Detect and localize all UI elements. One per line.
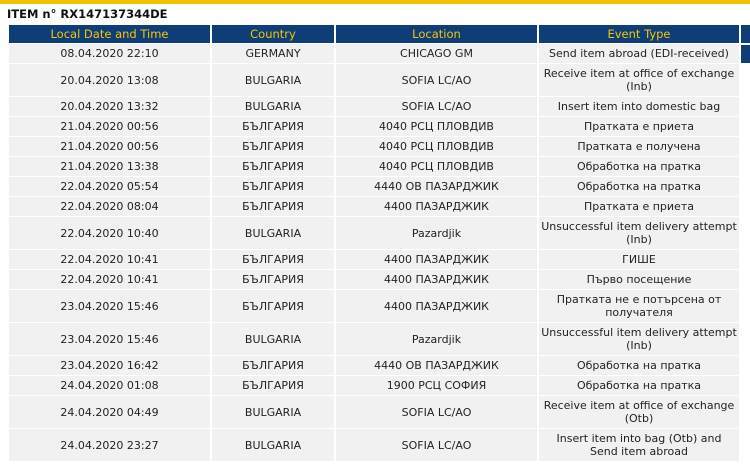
cell-country: БЪЛГАРИЯ: [212, 290, 334, 322]
tracking-events-table: [7, 24, 741, 462]
cell-event-type: Пратката е получена: [539, 137, 739, 156]
cell-location: 4400 ПАЗАРДЖИК: [336, 290, 537, 322]
cell-location: 4040 РСЦ ПЛОВДИВ: [336, 137, 537, 156]
cell-datetime: 22.04.2020 05:54: [9, 177, 210, 196]
cell-datetime: 24.04.2020 23:27: [9, 429, 210, 461]
cell-country: GERMANY: [212, 44, 334, 63]
cell-datetime: 22.04.2020 08:04: [9, 197, 210, 216]
cell-country: БЪЛГАРИЯ: [212, 270, 334, 289]
cell-country: БЪЛГАРИЯ: [212, 197, 334, 216]
column-header-datetime: Local Date and Time: [9, 25, 210, 43]
cell-event-type: Receive item at office of exchange (Otb): [539, 396, 739, 428]
cell-datetime: 21.04.2020 00:56: [9, 137, 210, 156]
table-row: [9, 356, 739, 375]
cell-event-type: ГИШЕ: [539, 250, 739, 269]
top-accent-strip: [0, 0, 750, 4]
table-row: [9, 117, 739, 136]
cell-datetime: 22.04.2020 10:41: [9, 250, 210, 269]
cell-datetime: 24.04.2020 01:08: [9, 376, 210, 395]
table-row: [9, 323, 739, 355]
cell-datetime: 20.04.2020 13:08: [9, 64, 210, 96]
cell-datetime: 21.04.2020 13:38: [9, 157, 210, 176]
cell-location: SOFIA LC/AO: [336, 64, 537, 96]
cell-country: БЪЛГАРИЯ: [212, 157, 334, 176]
cell-location: Pazardjik: [336, 217, 537, 249]
cell-country: БЪЛГАРИЯ: [212, 177, 334, 196]
cell-datetime: 23.04.2020 16:42: [9, 356, 210, 375]
table-row: [9, 44, 739, 63]
right-edge-tab: [741, 45, 750, 63]
cell-event-type: Обработка на пратка: [539, 356, 739, 375]
table-row: [9, 429, 739, 461]
column-header-location: Location: [336, 25, 537, 43]
cell-datetime: 08.04.2020 22:10: [9, 44, 210, 63]
cell-event-type: Send item abroad (EDI-received): [539, 44, 739, 63]
cell-event-type: Insert item into bag (Otb) and Send item abroad: [539, 429, 739, 461]
cell-country: BULGARIA: [212, 396, 334, 428]
cell-event-type: Unsuccessful item delivery attempt (Inb): [539, 323, 739, 355]
cell-event-type: Първо посещение: [539, 270, 739, 289]
table-row: [9, 177, 739, 196]
cell-location: 4440 ОВ ПАЗАРДЖИК: [336, 177, 537, 196]
cell-country: BULGARIA: [212, 323, 334, 355]
cell-datetime: 23.04.2020 15:46: [9, 323, 210, 355]
cell-country: БЪЛГАРИЯ: [212, 137, 334, 156]
cell-datetime: 20.04.2020 13:32: [9, 97, 210, 116]
cell-country: БЪЛГАРИЯ: [212, 376, 334, 395]
cell-event-type: Пратката е приета: [539, 197, 739, 216]
table-header-row: [9, 25, 739, 43]
table-row: [9, 290, 739, 322]
cell-location: SOFIA LC/AO: [336, 97, 537, 116]
cell-location: 4400 ПАЗАРДЖИК: [336, 197, 537, 216]
cell-event-type: Receive item at office of exchange (Inb): [539, 64, 739, 96]
cell-event-type: Unsuccessful item delivery attempt (Inb): [539, 217, 739, 249]
table-row: [9, 217, 739, 249]
cell-location: 4400 ПАЗАРДЖИК: [336, 270, 537, 289]
cell-location: 4440 ОВ ПАЗАРДЖИК: [336, 356, 537, 375]
cell-location: SOFIA LC/AO: [336, 396, 537, 428]
cell-country: БЪЛГАРИЯ: [212, 356, 334, 375]
table-row: [9, 64, 739, 96]
cell-location: 1900 РСЦ СОФИЯ: [336, 376, 537, 395]
cell-event-type: Пратката не е потърсена от получателя: [539, 290, 739, 322]
table-row: [9, 137, 739, 156]
cell-datetime: 21.04.2020 00:56: [9, 117, 210, 136]
cell-location: Pazardjik: [336, 323, 537, 355]
cell-datetime: 22.04.2020 10:40: [9, 217, 210, 249]
table-row: [9, 197, 739, 216]
cell-country: BULGARIA: [212, 217, 334, 249]
cell-datetime: 22.04.2020 10:41: [9, 270, 210, 289]
cell-location: CHICAGO GM: [336, 44, 537, 63]
table-row: [9, 270, 739, 289]
cell-country: БЪЛГАРИЯ: [212, 250, 334, 269]
table-row: [9, 157, 739, 176]
cell-event-type: Обработка на пратка: [539, 376, 739, 395]
table-row: [9, 396, 739, 428]
table-row: [9, 376, 739, 395]
cell-country: BULGARIA: [212, 429, 334, 461]
column-header-event-type: Event Type: [539, 25, 739, 43]
cell-event-type: Обработка на пратка: [539, 177, 739, 196]
cell-datetime: 23.04.2020 15:46: [9, 290, 210, 322]
cell-country: BULGARIA: [212, 64, 334, 96]
cell-country: БЪЛГАРИЯ: [212, 117, 334, 136]
cell-location: 4400 ПАЗАРДЖИК: [336, 250, 537, 269]
item-number-title: ITEM n° RX147137344DE: [7, 7, 168, 21]
cell-datetime: 24.04.2020 04:49: [9, 396, 210, 428]
table-row: [9, 250, 739, 269]
right-edge-header-tab: [741, 25, 750, 43]
cell-event-type: Пратката е приета: [539, 117, 739, 136]
cell-event-type: Insert item into domestic bag: [539, 97, 739, 116]
cell-location: 4040 РСЦ ПЛОВДИВ: [336, 157, 537, 176]
cell-event-type: Обработка на пратка: [539, 157, 739, 176]
cell-country: BULGARIA: [212, 97, 334, 116]
cell-location: 4040 РСЦ ПЛОВДИВ: [336, 117, 537, 136]
table-row: [9, 97, 739, 116]
column-header-country: Country: [212, 25, 334, 43]
cell-location: SOFIA LC/AO: [336, 429, 537, 461]
